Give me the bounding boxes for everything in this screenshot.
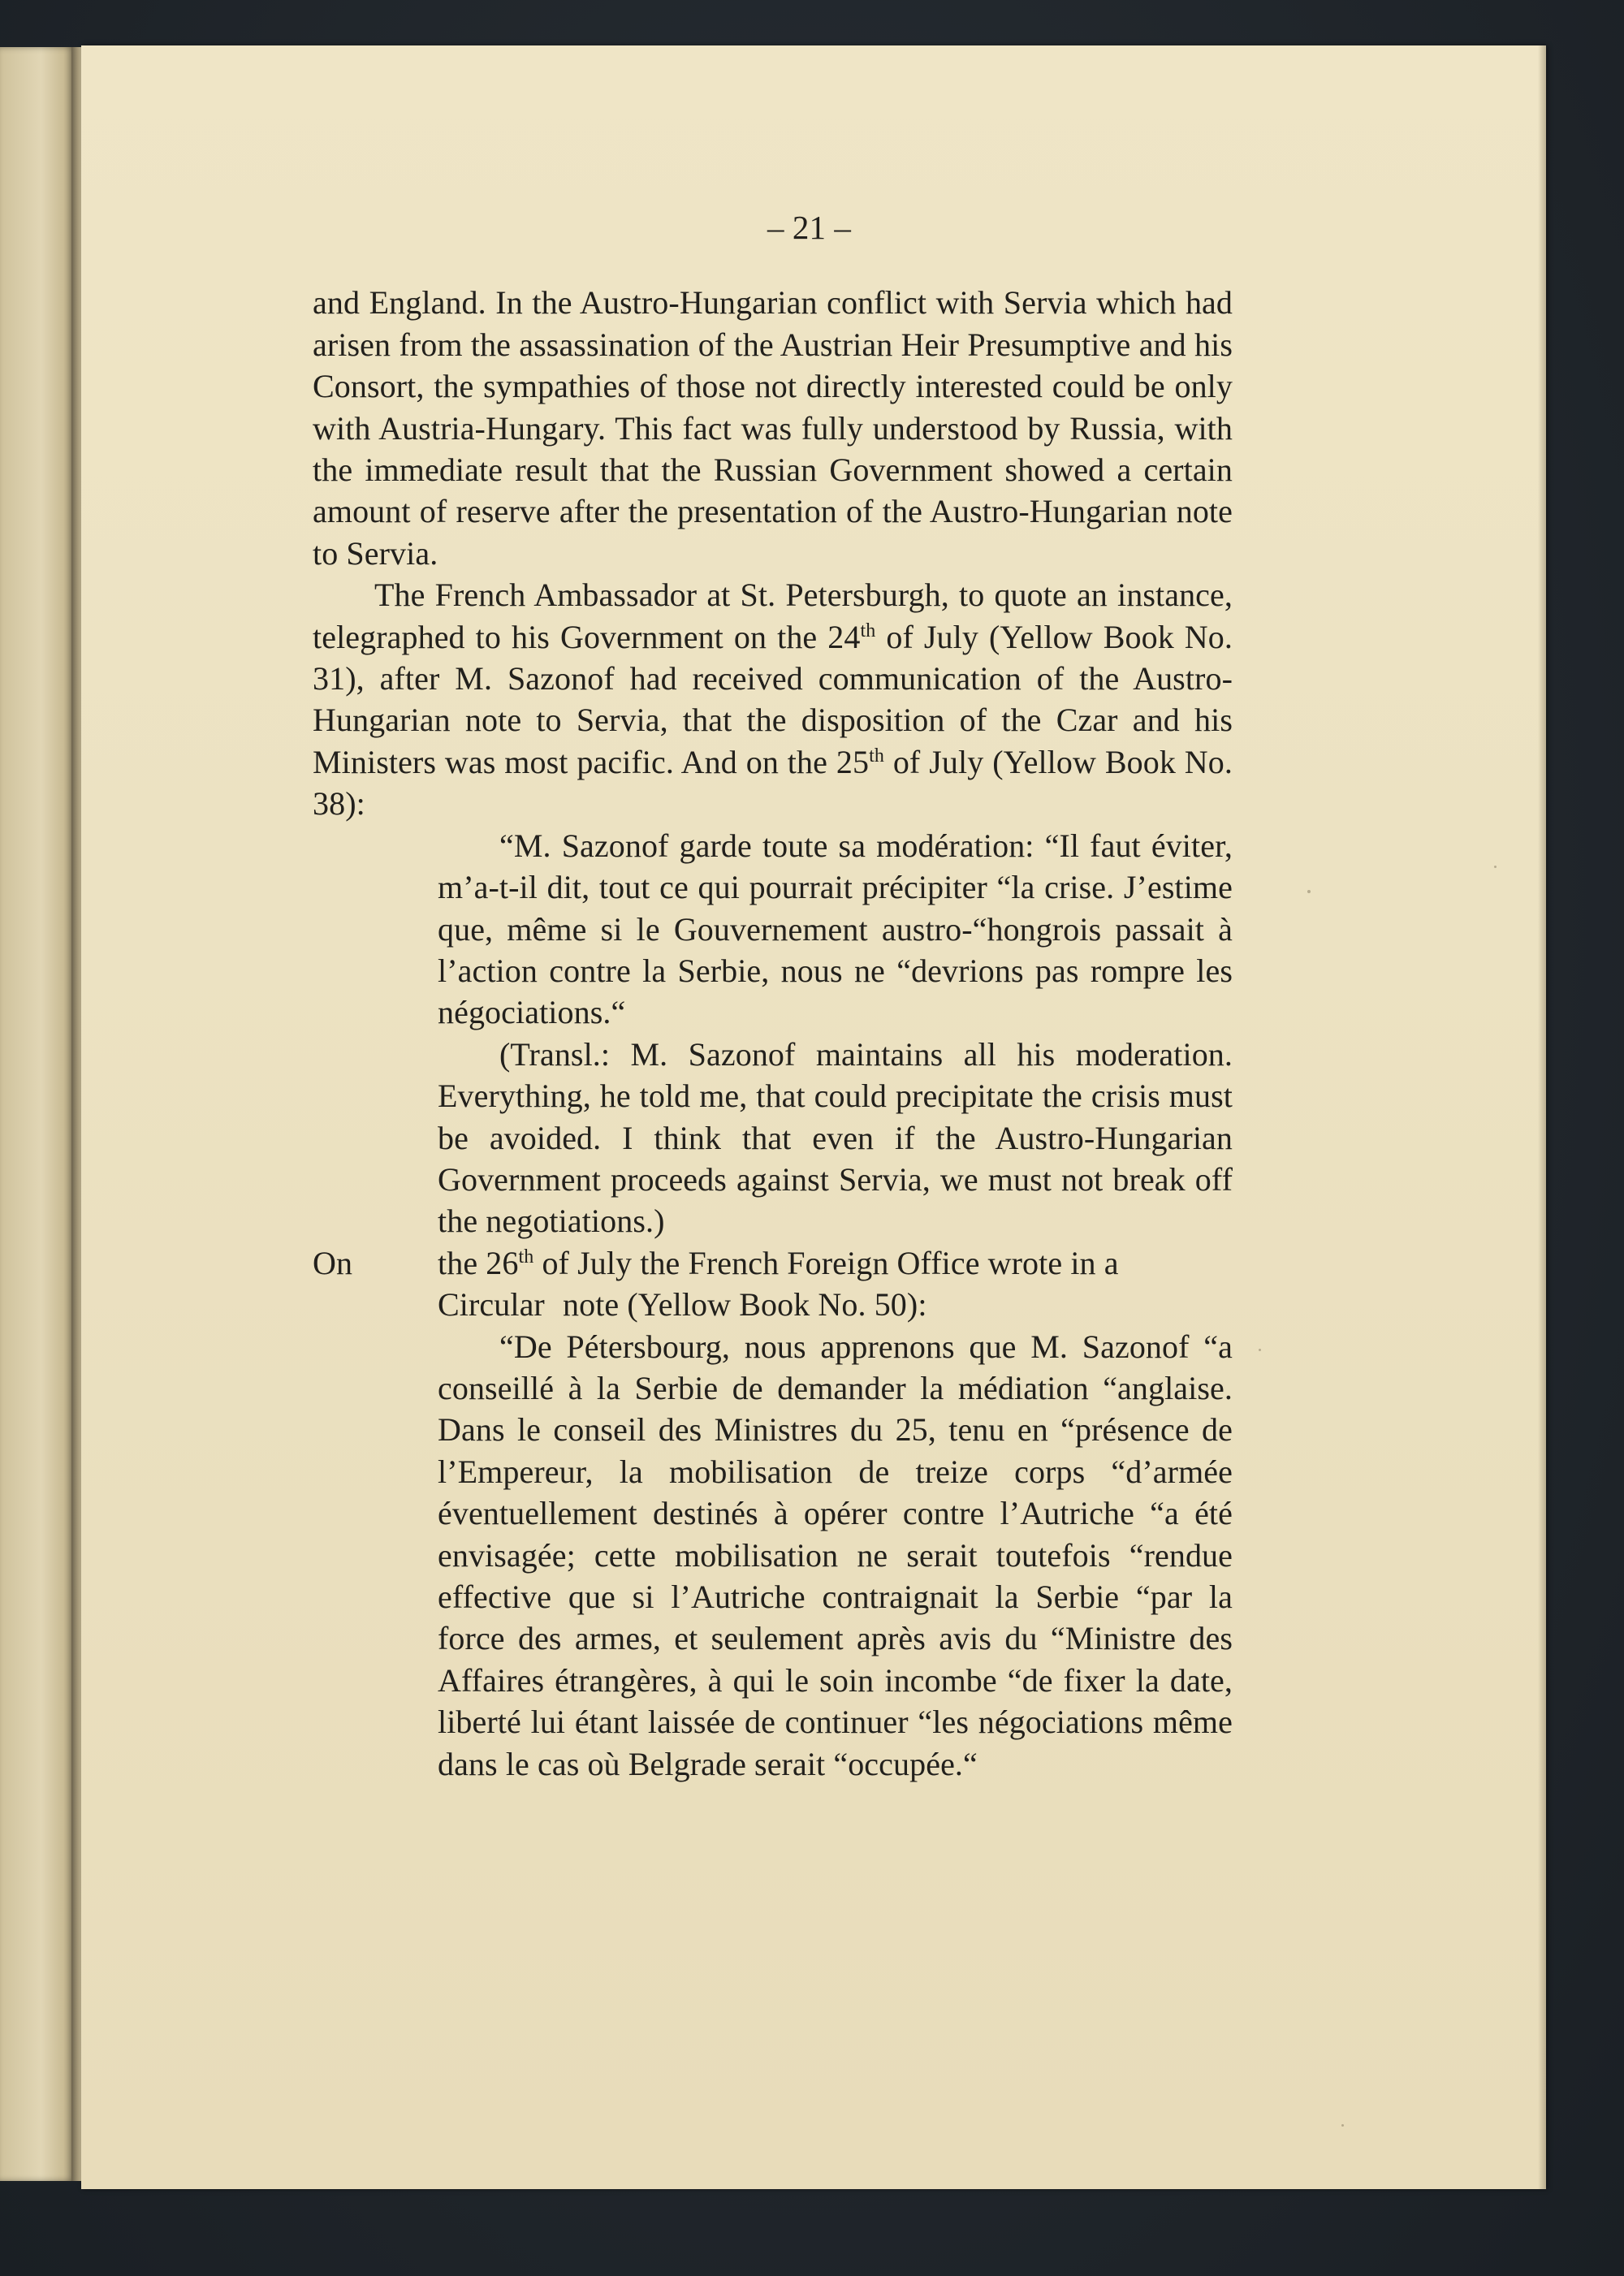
paragraph-text: of July (Yellow Book No. 31), after M. Sazonof had received communication of the Austro-Hungarian note to Servia, that the disposition of the Czar and his Ministers was most pacific. And on the 25 <box>313 618 1233 780</box>
paragraph-text: The French Ambassador at St. Petersburgh, to quote an instance, telegraphed to his Government on the 24 <box>313 577 1233 655</box>
french-quote-sazonof: “M. Sazonof garde toute sa modération: “Il faut éviter, m’a-t-il dit, tout ce qui pourrait précipiter “la crise. J’estime que, même si le Gouvernement austro-“hongrois passait à l’action contre la Serbie, nous ne “devrions pas rompre les négociations.“ <box>438 827 1233 1031</box>
paragraph-text: the 26 <box>438 1244 519 1281</box>
margin-word-on: On <box>313 1244 353 1281</box>
page-number: – 21 – <box>767 209 852 246</box>
paper-speck <box>1259 1349 1261 1351</box>
page-text <box>313 207 1233 1785</box>
previous-page-edge <box>0 47 75 2181</box>
paper-speck <box>1341 2124 1344 2127</box>
paragraph-text: note (Yellow Book No. 50): <box>563 1286 927 1324</box>
paragraph-england: and England. In the Austro-Hungarian conflict with Servia which had arisen from the assassination of the Austrian Heir Presumptive and his Consort, the sympathies of those not directly interested could be only with Austria-Hungary. This fact was fully understood by Russia, with the immediate result that the Russian Government showed a certain amount of reserve after the presentation of the Austro-Hungarian note to Servia. <box>313 284 1233 572</box>
french-quote-petersbourg: “De Pétersbourg, nous apprenons que M. Sazonof “a conseillé à la Serbie de demander la médiation “anglaise. Dans le conseil des Ministres du 25, tenu en “présence de l’Empereur, la mobilisation de treize corps “d’armée éventuellement destinés à opérer contre l’Autriche “a été envisagée; cette mobilisation ne serait toutefois “rendue effective que si l’Autriche contraignait la Serbie “par la force des armes, et seulement après avis du “Ministre des Affaires étrangères, à qui le soin incombe “de fixer la date, liberté lui étant laissée de continuer “les négociations même dans le cas où Belgrade serait “occupée.“ <box>438 1328 1233 1782</box>
ordinal-suffix: th <box>518 1246 534 1268</box>
paragraph-foreign-office <box>313 1242 1233 1326</box>
paragraph-text: of July (Yellow Book No. 38): <box>313 743 1233 823</box>
translation-note: (Transl.: M. Sazonof maintains all his moderation. Everything, he told me, that could precipitate the crisis must be avoided. I think that even if the Austro-Hungarian Government proceeds against Servia, we must not break off the negotiations.) <box>438 1035 1233 1240</box>
paragraph-french-ambassador <box>313 574 1233 824</box>
ordinal-suffix: th <box>860 620 876 641</box>
paper-speck <box>1494 866 1497 868</box>
paragraph-text: of July the French Foreign Office wrote in a <box>533 1244 1119 1281</box>
paper-speck <box>1307 890 1311 893</box>
ordinal-suffix: th <box>869 745 884 767</box>
margin-word-circular: Circular <box>438 1286 545 1324</box>
